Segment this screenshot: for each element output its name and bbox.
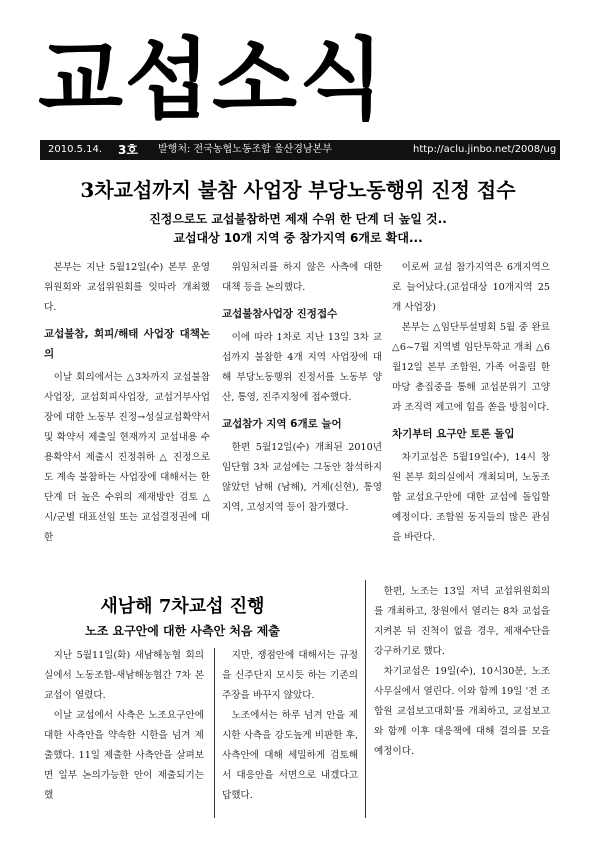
- section-heading: 차기부터 요구안 토론 돌입: [392, 428, 515, 440]
- issue-number: 3호: [118, 143, 138, 157]
- paragraph: 한편, 노조는 13일 저녁 교섭위원회의를 개최하고, 창원에서 열리는 8차 교섭을 지켜본 뒤 진척이 없을 경우, 제재수단을 강구하기로 했다.: [374, 586, 550, 657]
- section-heading: 교섭불참사업장 진정접수: [222, 308, 338, 320]
- paragraph: 이날 교섭에서 사측은 노조요구안에 대한 사측안을 약속한 시한을 넘겨 제출했다. 11일 제출한 사측안을 살펴보면 일부 논의가능한 안이 제출되기는 했: [44, 710, 204, 801]
- paragraph: 본부는 지난 5월12일(수) 본부 운영위원회와 교섭위원회를 잇따라 개최했다.: [44, 262, 210, 313]
- paragraph: 지난 5월11일(화) 새남해농협 회의실에서 노동조합-새남해농협간 7차 본교섭이 열렸다.: [44, 650, 204, 701]
- paragraph: 한편 5월12일(수) 개최된 2010년 임단협 3차 교섭에는 그동안 참석하지 않았던 남해 (남해), 거제(신현), 통영지역, 고성지역 등이 참가했다.: [222, 442, 382, 513]
- article1-headline: 3차교섭까지 불참 사업장 부당노동행위 진정 접수: [80, 178, 516, 202]
- article2-column-2: [222, 646, 358, 818]
- paragraph: 차기교섭은 19일(수), 10시30분, 노조사무실에서 열린다. 이와 함께 19일 '전 조합원 교섭보고대회'를 개최하고, 교섭보고와 함께 이후 대응책에 대해 결의를 모을 예정이다.: [374, 666, 550, 757]
- article1-column-1: [44, 258, 210, 570]
- publisher: 발행처: 전국농협노동조합 울산경남본부: [158, 144, 332, 155]
- article1-subhead-1: 진정으로도 교섭불참하면 제재 수위 한 단계 더 높일 것..: [149, 212, 447, 226]
- column-divider: [365, 580, 366, 818]
- info-bar: [40, 140, 560, 160]
- article2-headline: 새남해 7차교섭 진행: [100, 596, 265, 617]
- paragraph: 노조에서는 하루 넘겨 안을 제시한 사측을 강도높게 비판한 후, 사측안에 대해 세밀하게 검토해서 대응안을 서면으로 내겠다고 답했다.: [222, 710, 358, 801]
- paragraph: 지만, 쟁점안에 대해서는 규정을 신주단지 모시듯 하는 기존의 주장을 바꾸지 않았다.: [222, 650, 358, 701]
- paragraph: 이날 회의에서는 △3차까지 교섭불참사업장, 교섭회피사업장, 교섭거부사업장에 대한 노동부 진정→성실교섭확약서 및 확약서 제출일 현재까지 교섭내용 수용확약서 제출시 진정취하 △ 진정으로도 계속 불참하는 사업장에 대해서는 한 단계 더 높은 수위의 제재방안 검토 △ 시/군별 대표선임 또는 교섭결정권에 대한: [44, 372, 210, 543]
- article2-column-1: [44, 646, 204, 818]
- paragraph: 차기교섭은 5월19일(수), 14시 창원 본부 회의실에서 개최되며, 노동조합 교섭요구안에 대한 교섭에 돌입할 예정이다. 조합원 동지들의 많은 관심을 바란다.: [392, 452, 550, 543]
- paragraph: 위임처리를 하지 않은 사측에 대한 대책 등을 논의했다.: [222, 262, 382, 293]
- paragraph: 이로써 교섭 참가지역은 6개지역으로 늘어났다.(교섭대상 10개지역 25개 사업장): [392, 262, 550, 313]
- article1-subhead-2: 교섭대상 10개 지역 중 참가지역 6개로 확대...: [173, 231, 423, 245]
- article1-column-2: [222, 258, 382, 570]
- column-divider: [214, 648, 215, 818]
- article2-subhead: 노조 요구안에 대한 사측안 처음 제출: [85, 624, 280, 638]
- article2-column-3: [374, 582, 550, 818]
- section-heading: 교섭참가 지역 6개로 늘어: [222, 418, 342, 430]
- issue-date: 2010.5.14.: [48, 144, 103, 155]
- masthead-title: 교섭소식: [38, 28, 387, 131]
- paragraph: 이에 따라 1차로 지난 13일 3차 교섭까지 불참한 4개 지역 사업장에 대해 부당노동행위 진정서를 노동부 양산, 통영, 진주지청에 접수했다.: [222, 332, 382, 403]
- paragraph: 본부는 △임단투설명회 5월 중 완료 △6~7월 지역별 임단투학교 개최 △6월12일 본부 조합원, 가족 어울림 한마당 총집중을 통해 교섭분위기 고양과 조직력 제고에 힘을 쏟을 방침이다.: [392, 322, 550, 413]
- website-url[interactable]: http://aclu.jinbo.net/2008/ug: [413, 144, 557, 155]
- section-heading: 교섭불참, 회피/해태 사업장 대책논의: [44, 328, 210, 360]
- article1-column-3: [392, 258, 550, 570]
